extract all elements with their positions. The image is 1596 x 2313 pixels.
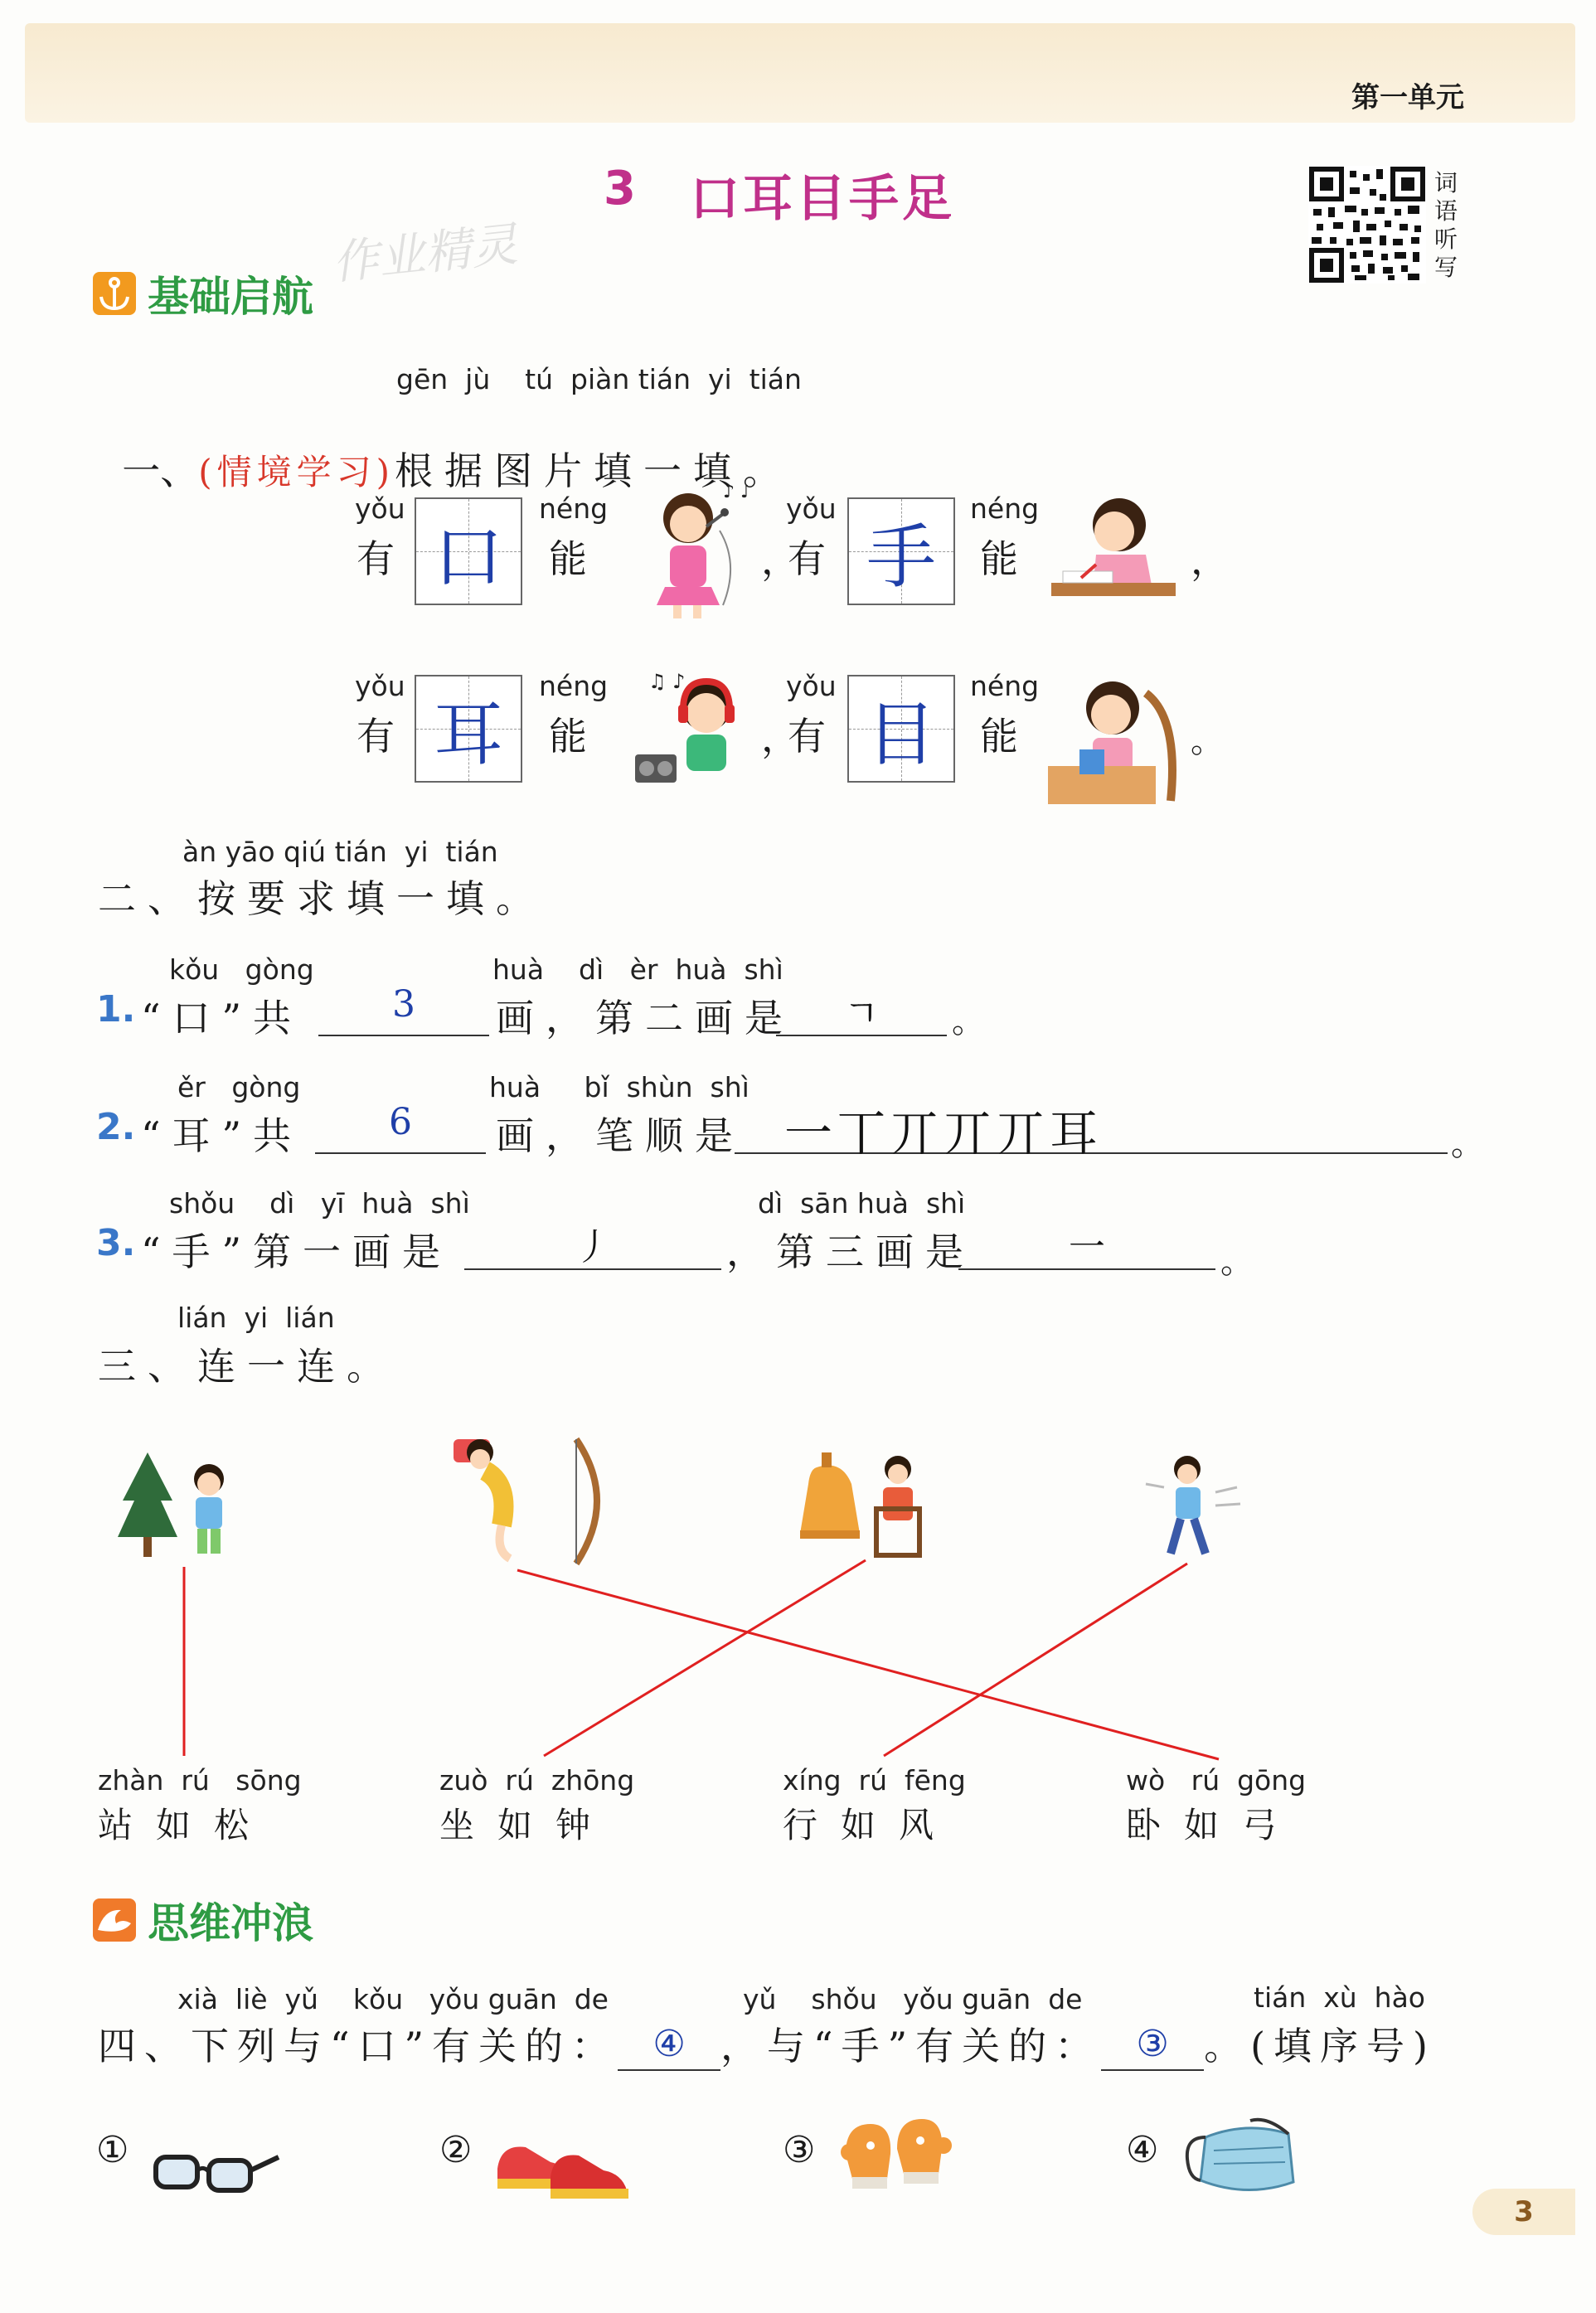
lesson-title: 口耳目手足 xyxy=(690,170,955,228)
comma: ， xyxy=(1191,538,1229,583)
option-3-label: ③ xyxy=(783,2129,816,2171)
connection-line xyxy=(884,1564,1187,1756)
q2-3-answer-a[interactable]: 丿 xyxy=(464,1217,721,1270)
neng-pinyin: néng xyxy=(539,670,609,702)
q4-pinyin-c: tián xù hào xyxy=(1254,1981,1425,2014)
you-pinyin: yǒu xyxy=(355,670,405,702)
watermark: 作业精灵 xyxy=(329,217,521,291)
option-1-label: ① xyxy=(96,2129,129,2171)
page-number: 3 xyxy=(1514,2195,1534,2228)
phrase-stand[interactable]: zhàn rú sōng 站如松 xyxy=(98,1764,302,1845)
answer-box-eye[interactable]: 目 xyxy=(847,675,955,783)
q2-1-pinyin-b: huà dì èr huà shì xyxy=(492,953,783,986)
neng-char: 能 xyxy=(980,536,1018,581)
wave-icon xyxy=(93,1898,136,1942)
q2-2-pinyin-a: ěr gòng xyxy=(177,1071,301,1103)
q2-3-answer-b[interactable]: 一 xyxy=(958,1217,1215,1270)
q2-2-number: 2. xyxy=(96,1106,136,1148)
q2-heading: 二、按要求填一填。 xyxy=(98,876,546,921)
q1-pinyin: gēn jù tú piàn tián yi tián xyxy=(396,363,802,395)
comma: ， xyxy=(761,538,799,583)
glasses-image xyxy=(149,2146,282,2207)
q2-2-end: 。 xyxy=(1451,1125,1484,1163)
q3-heading: 三、连一连。 xyxy=(98,1344,396,1389)
q4-pinyin-b: yǔ shǒu yǒu guān de xyxy=(743,1983,1083,2015)
you-char: 有 xyxy=(788,714,826,759)
neng-pinyin: néng xyxy=(970,670,1040,702)
neng-char: 能 xyxy=(980,714,1018,759)
you-char: 有 xyxy=(357,536,395,581)
q2-pinyin: àn yāo qiú tián yi tián xyxy=(182,836,498,868)
q2-1-answer-b[interactable]: ㄱ xyxy=(776,983,947,1036)
q4-text-a: 四、下列与“口”有关的： xyxy=(98,2024,619,2068)
option-4-label: ④ xyxy=(1126,2129,1159,2171)
q2-3-text-b: ，第三画是 xyxy=(726,1229,975,1274)
q2-3-pinyin-a: shǒu dì yī huà shì xyxy=(169,1187,470,1220)
mittens-image xyxy=(837,2112,953,2207)
q2-1-text-a: “口”共 xyxy=(141,996,303,1040)
q4-text-c: 。(填序号) xyxy=(1204,2024,1436,2068)
q2-3-end: 。 xyxy=(1220,1243,1254,1281)
q2-3-text-a: “手”第一画是 xyxy=(141,1229,453,1274)
q2-3-pinyin-b: dì sān huà shì xyxy=(758,1187,966,1220)
neng-pinyin: néng xyxy=(970,492,1040,525)
neng-char: 能 xyxy=(549,536,587,581)
comma: ， xyxy=(761,715,799,760)
q2-2-answer-a[interactable]: 6 xyxy=(315,1101,486,1154)
q1-text: 根据图片填一填。 xyxy=(395,449,793,493)
phrase-sit[interactable]: zuò rú zhōng 坐如钟 xyxy=(439,1764,635,1845)
face-mask-image xyxy=(1181,2112,1305,2207)
q3-pinyin: lián yi lián xyxy=(177,1302,335,1334)
q4-answer-mouth[interactable]: ④ xyxy=(618,2023,720,2071)
q2-1-answer-a[interactable]: 3 xyxy=(318,983,489,1036)
q4-text-b: ，与“手”有关的： xyxy=(720,2024,1102,2068)
answer-box-mouth[interactable]: 口 xyxy=(415,497,522,605)
period: 。 xyxy=(1191,722,1224,760)
you-pinyin: yǒu xyxy=(786,670,837,702)
answer-box-ear[interactable]: 耳 xyxy=(415,675,522,783)
basic-section-title: 基础启航 xyxy=(148,273,313,321)
qr-caption: 词 语 听 写 xyxy=(1434,169,1458,281)
neng-pinyin: néng xyxy=(539,492,609,525)
thinking-section-title: 思维冲浪 xyxy=(148,1899,313,1947)
q2-1-end: 。 xyxy=(952,1002,985,1040)
q2-1-text-b: 画，第二画是 xyxy=(496,996,794,1040)
neng-char: 能 xyxy=(549,714,587,759)
answer-box-hand[interactable]: 手 xyxy=(847,497,955,605)
q1-prefix: 一、 xyxy=(122,449,199,493)
shoes-image xyxy=(492,2119,633,2214)
page-number-tab xyxy=(1472,2189,1575,2235)
option-2-label: ② xyxy=(439,2129,473,2171)
phrase-walk[interactable]: xíng rú fēng 行如风 xyxy=(783,1764,966,1845)
q2-2-text-a: “耳”共 xyxy=(141,1113,303,1158)
svg-text:♪ ♪: ♪ ♪ xyxy=(723,482,748,502)
q2-2-answer-b[interactable]: 一丅丌丌丌耳 xyxy=(735,1094,1448,1154)
you-char: 有 xyxy=(357,714,395,759)
q4-pinyin-a: xià liè yǔ kǒu yǒu guān de xyxy=(177,1983,609,2015)
unit-label: 第一单元 xyxy=(1351,81,1464,114)
q2-2-pinyin-b: huà bǐ shùn shì xyxy=(489,1071,749,1103)
q2-2-text-b: 画，笔顺是 xyxy=(496,1113,745,1158)
you-pinyin: yǒu xyxy=(786,492,837,525)
you-char: 有 xyxy=(788,536,826,581)
q2-3-number: 3. xyxy=(96,1222,136,1264)
thinking-section-header xyxy=(93,1890,313,1950)
connection-line xyxy=(517,1570,1219,1759)
svg-text:♫ ♪: ♫ ♪ xyxy=(648,670,686,693)
q1-tag: (情境学习) xyxy=(198,452,395,492)
lesson-number: 3 xyxy=(604,162,636,216)
q2-1-pinyin-a: kǒu gòng xyxy=(169,953,314,986)
q4-line xyxy=(98,2016,1436,2071)
phrase-lie[interactable]: wò rú gōng 卧如弓 xyxy=(1126,1764,1307,1845)
q2-1-number: 1. xyxy=(96,988,136,1030)
you-pinyin: yǒu xyxy=(355,492,405,525)
q4-answer-hand[interactable]: ③ xyxy=(1101,2023,1204,2071)
